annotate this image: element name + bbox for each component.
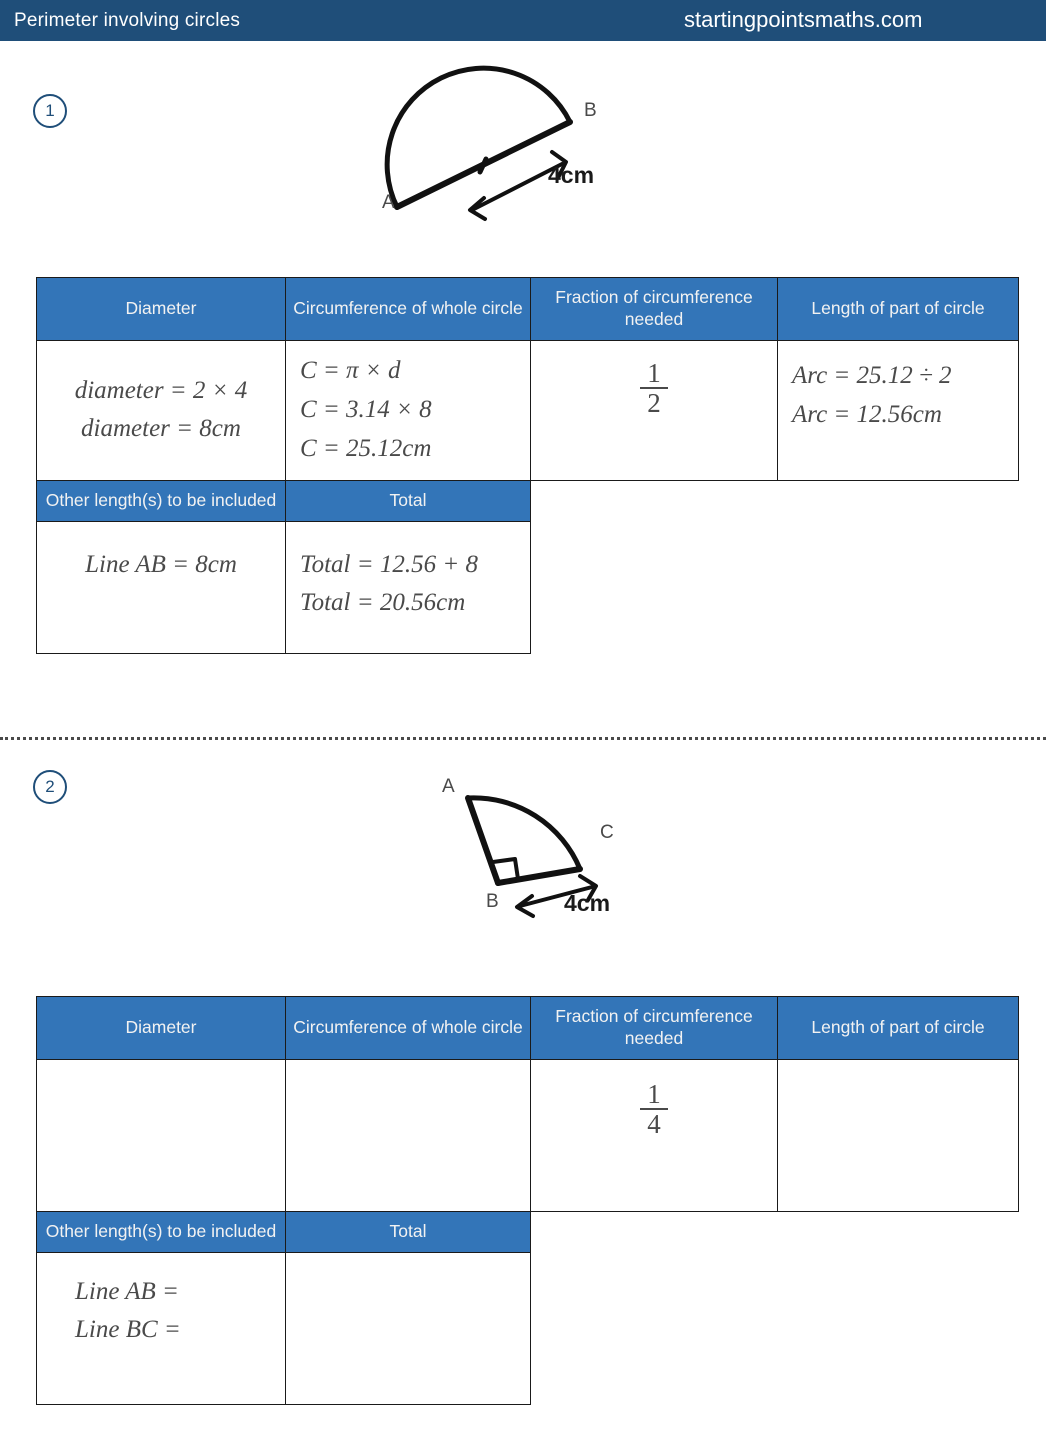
cell-diameter-q1[interactable] xyxy=(37,340,286,480)
cell-other-lengths-q1[interactable] xyxy=(37,521,286,653)
header-total: Total xyxy=(286,1211,531,1252)
table-row-totals xyxy=(37,521,1019,653)
fraction-numerator: 1 xyxy=(647,357,661,388)
table-row-header-top xyxy=(37,997,1019,1060)
header-circumference: Circumference of whole circle xyxy=(286,997,531,1060)
fraction-numerator: 1 xyxy=(647,1078,661,1109)
figure2-label-B: B xyxy=(486,891,499,912)
header-diameter: Diameter xyxy=(37,278,286,341)
figure-semicircle-q1 xyxy=(352,52,652,227)
worksheet-table-q1 xyxy=(36,277,1019,654)
spacer-cell xyxy=(531,521,1019,653)
site-brand: startingpointsmaths.com xyxy=(684,7,923,32)
other-length-line-1: Line AB = xyxy=(75,1277,179,1305)
table-row-header-top xyxy=(37,278,1019,341)
cell-length-part-q2[interactable] xyxy=(778,1059,1019,1211)
figure1-label-B: B xyxy=(584,100,597,121)
cell-diameter-q2[interactable] xyxy=(37,1059,286,1211)
arc-line-2: Arc = 12.56cm xyxy=(792,400,942,428)
title-bar xyxy=(0,0,1046,41)
table-row-answers xyxy=(37,340,1019,480)
quarter-circle-drawing xyxy=(420,766,690,931)
question-number-2 xyxy=(33,770,67,804)
header-length-part: Length of part of circle xyxy=(778,997,1019,1060)
figure2-label-C: C xyxy=(600,822,614,843)
other-length-line-1: Line AB = 8cm xyxy=(85,550,237,578)
fraction-denominator: 2 xyxy=(640,387,668,417)
cell-total-q1[interactable] xyxy=(286,521,531,653)
figure2-label-A: A xyxy=(442,776,455,797)
circumference-line-3: C = 25.12cm xyxy=(300,434,432,462)
header-fraction: Fraction of circumference needed xyxy=(531,278,778,341)
spacer-cell xyxy=(531,1252,1019,1404)
figure2-dimension-label: 4cm xyxy=(564,890,611,916)
header-fraction: Fraction of circumference needed xyxy=(531,997,778,1060)
cell-fraction-q2[interactable] xyxy=(531,1059,778,1211)
table-row-header-bottom xyxy=(37,480,1019,521)
table-row-totals xyxy=(37,1252,1019,1404)
figure1-dimension-label: 4cm xyxy=(548,162,595,188)
circumference-line-2: C = 3.14 × 8 xyxy=(300,395,432,423)
table-row-answers xyxy=(37,1059,1019,1211)
page-title: Perimeter involving circles xyxy=(14,9,241,31)
figure1-label-A: A xyxy=(382,192,395,213)
table-row-header-bottom xyxy=(37,1211,1019,1252)
other-length-line-2: Line BC = xyxy=(75,1316,181,1344)
diameter-line-2: diameter = 8cm xyxy=(81,415,241,443)
fraction-one-quarter xyxy=(640,1080,668,1139)
header-total: Total xyxy=(286,480,531,521)
semicircle-drawing xyxy=(352,52,652,227)
figure-quarter-circle-q2 xyxy=(420,766,690,931)
question-number-2-label: 2 xyxy=(45,777,55,796)
circumference-line-1: C = π × d xyxy=(300,357,401,385)
header-length-part: Length of part of circle xyxy=(778,278,1019,341)
cell-fraction-q1[interactable] xyxy=(531,340,778,480)
arc-line-1: Arc = 25.12 ÷ 2 xyxy=(792,361,952,389)
fraction-one-half xyxy=(640,359,668,418)
worksheet-table-q2 xyxy=(36,996,1019,1405)
section-divider xyxy=(0,737,1046,740)
total-line-2: Total = 20.56cm xyxy=(300,589,466,617)
question-number-1-label: 1 xyxy=(45,101,55,120)
diameter-line-1: diameter = 2 × 4 xyxy=(74,376,248,404)
header-diameter: Diameter xyxy=(37,997,286,1060)
fraction-denominator: 4 xyxy=(640,1108,668,1138)
cell-circumference-q1[interactable] xyxy=(286,340,531,480)
cell-circumference-q2[interactable] xyxy=(286,1059,531,1211)
cell-total-q2[interactable] xyxy=(286,1252,531,1404)
cell-length-part-q1[interactable] xyxy=(778,340,1019,480)
spacer-cell xyxy=(531,480,1019,521)
total-line-1: Total = 12.56 + 8 xyxy=(300,550,478,578)
header-other-lengths: Other length(s) to be included xyxy=(37,480,286,521)
header-circumference: Circumference of whole circle xyxy=(286,278,531,341)
spacer-cell xyxy=(531,1211,1019,1252)
question-number-1 xyxy=(33,94,67,128)
cell-other-lengths-q2[interactable] xyxy=(37,1252,286,1404)
header-other-lengths: Other length(s) to be included xyxy=(37,1211,286,1252)
